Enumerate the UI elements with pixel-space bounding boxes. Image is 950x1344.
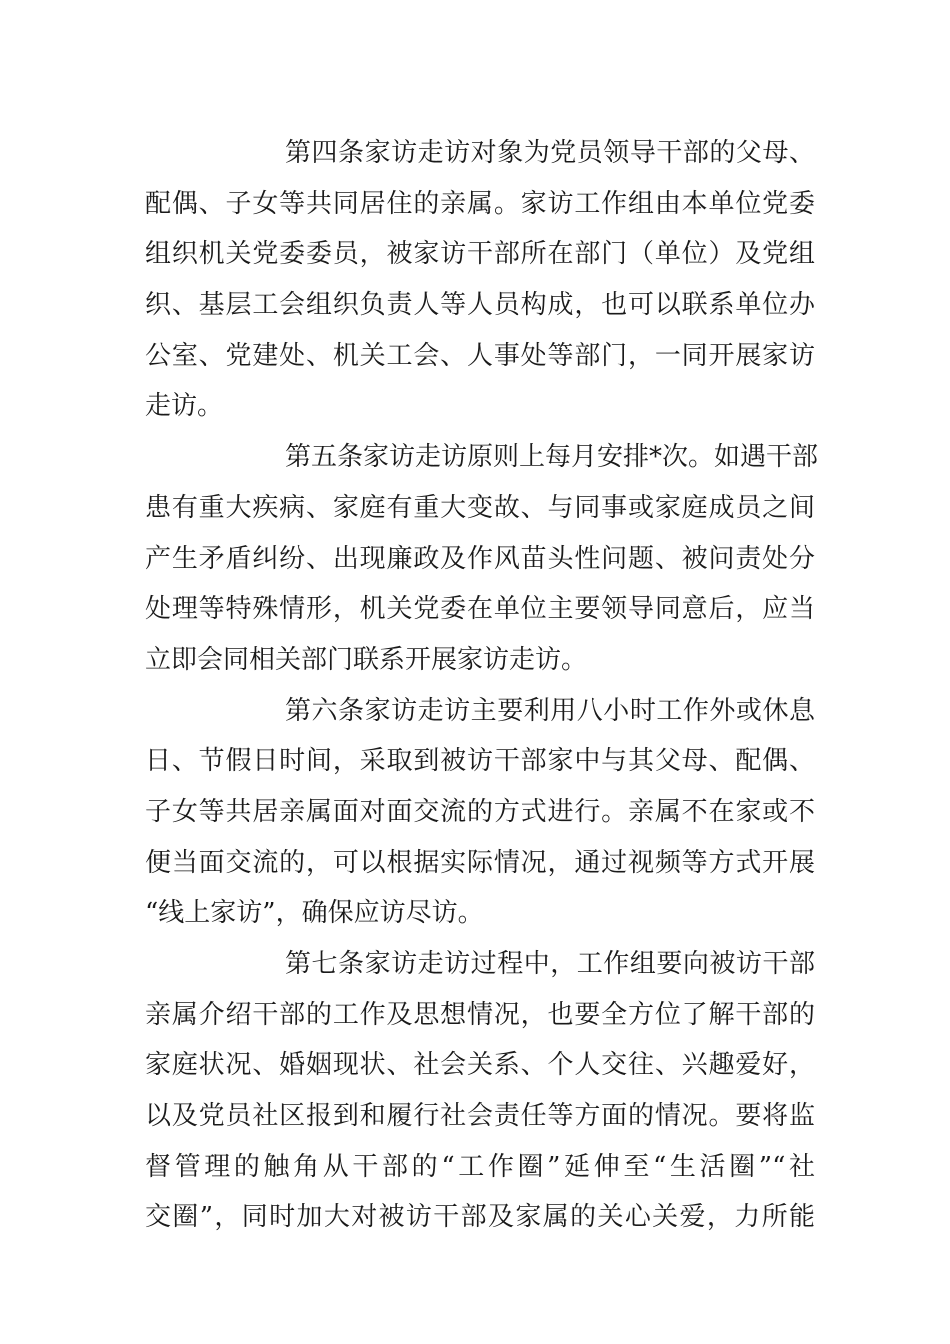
text-line: 走访。 xyxy=(145,391,224,422)
text-line: 第七条家访走访过程中，工作组要向被访干部 xyxy=(285,949,815,979)
text-line: 立即会同相关部门联系开展家访走访。 xyxy=(145,644,588,675)
text-line: 交圈”，同时加大对被访干部及家属的关心关爱，力所能 xyxy=(145,1202,815,1233)
paragraph-article-6 xyxy=(145,686,815,939)
text-line: 子女等共居亲属面对面交流的方式进行。亲属不在家或不 xyxy=(145,796,815,827)
text-line: 患有重大疾病、家庭有重大变故、与同事或家庭成员之间 xyxy=(145,492,815,523)
document-body xyxy=(145,128,819,1243)
text-line: 第五条家访走访原则上每月安排*次。如遇干部 xyxy=(285,442,819,473)
text-line: 便当面交流的，可以根据实际情况，通过视频等方式开展 xyxy=(145,847,815,878)
text-line: 第四条家访走访对象为党员领导干部的父母、 xyxy=(285,138,815,168)
text-line: “线上家访”，确保应访尽访。 xyxy=(145,898,484,929)
text-line: 日、节假日时间，采取到被访干部家中与其父母、配偶、 xyxy=(145,746,815,777)
text-line: 督管理的触角从干部的“工作圈”延伸至“生活圈”“社 xyxy=(145,1151,815,1182)
paragraph-article-4 xyxy=(145,128,815,432)
text-line: 以及党员社区报到和履行社会责任等方面的情况。要将监 xyxy=(145,1101,815,1132)
text-line: 亲属介绍干部的工作及思想情况，也要全方位了解干部的 xyxy=(145,999,815,1030)
text-line: 第六条家访走访主要利用八小时工作外或休息 xyxy=(285,695,815,726)
text-line: 织、基层工会组织负责人等人员构成，也可以联系单位办 xyxy=(145,290,815,321)
text-line: 处理等特殊情形，机关党委在单位主要领导同意后，应当 xyxy=(145,594,815,625)
text-line: 产生矛盾纠纷、出现廉政及作风苗头性问题、被问责处分 xyxy=(145,543,815,574)
text-line: 配偶、子女等共同居住的亲属。家访工作组由本单位党委 xyxy=(145,188,815,219)
text-line: 公室、党建处、机关工会、人事处等部门，一同开展家访 xyxy=(145,340,815,371)
text-line: 组织机关党委委员，被家访干部所在部门（单位）及党组 xyxy=(145,239,815,270)
paragraph-article-7 xyxy=(145,939,815,1243)
text-line: 家庭状况、婚姻现状、社会关系、个人交往、兴趣爱好， xyxy=(145,1050,815,1081)
paragraph-article-5 xyxy=(145,432,819,685)
